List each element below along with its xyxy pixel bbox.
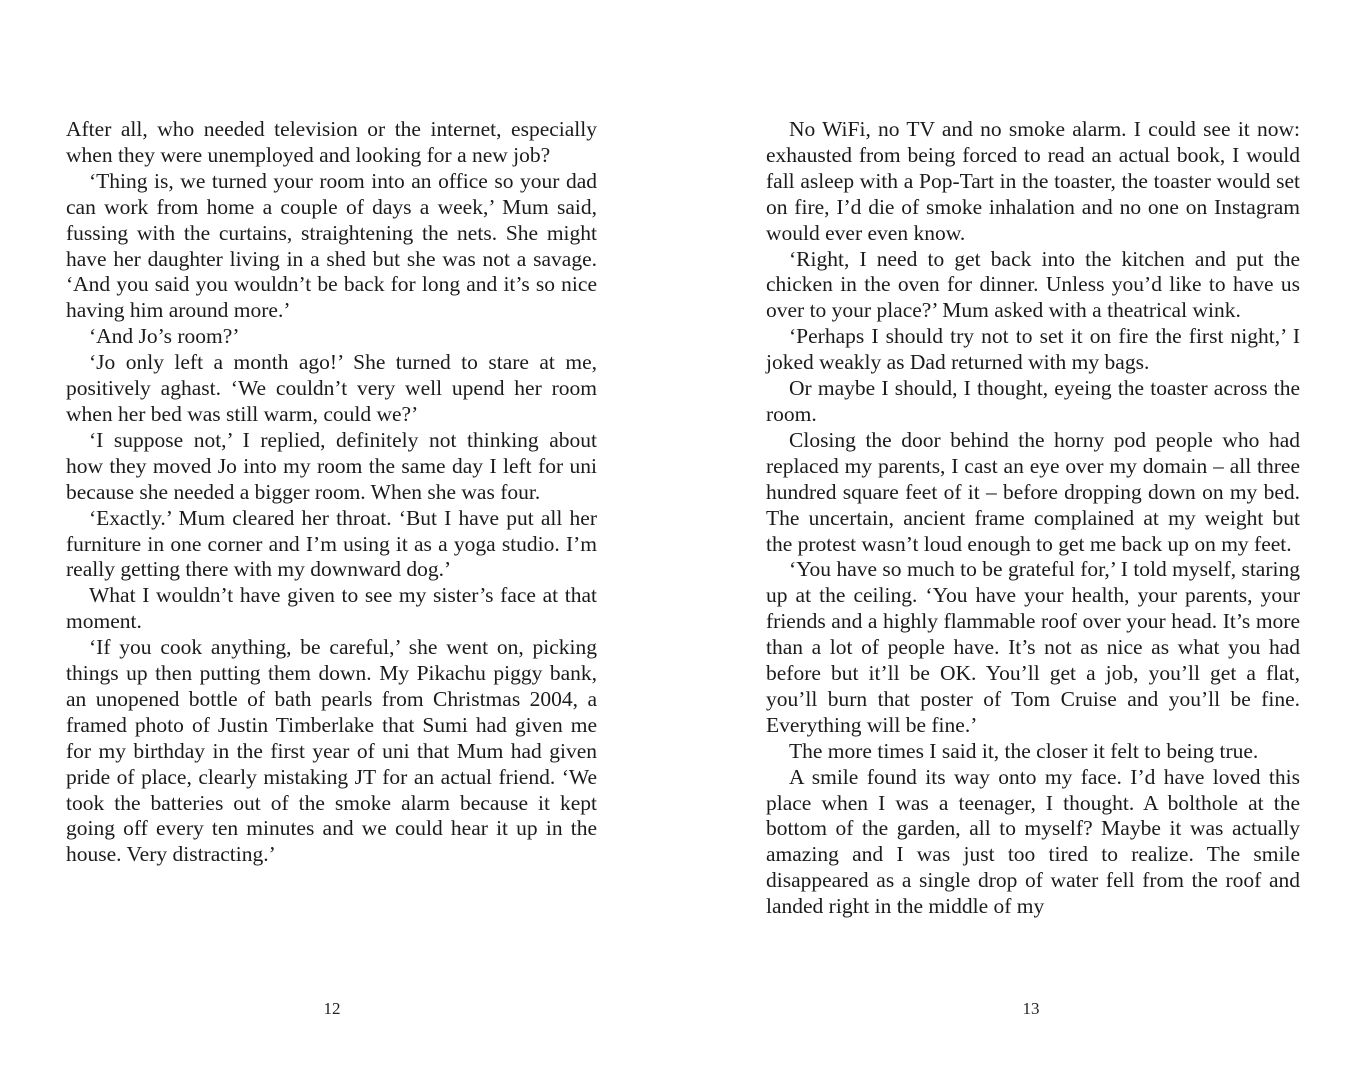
paragraph: ‘Exactly.’ Mum cleared her throat. ‘But I have put all her furniture in one corner and I’m using it as a yoga studio. I’m really getting there with my downward dog.’: [66, 505, 597, 582]
paragraph: Closing the door behind the horny pod people who had replaced my parents, I cast an eye over my domain – all three hundred square feet of it – before dropping down on my bed. The uncertain, ancient frame complained at my weight but the protest wasn’t loud enough to get me back up on my feet.: [766, 427, 1300, 556]
paragraph: ‘And Jo’s room?’: [89, 324, 240, 349]
page-number-left: 12: [323, 999, 341, 1018]
paragraph: What I wouldn’t have given to see my sister’s face at that moment.: [66, 583, 597, 634]
paragraph: ‘You have so much to be grateful for,’ I told myself, staring up at the ceiling. ‘You have your health, your parents, your friends and a highly flammable roof over your head. It’s more than a lot of people have. It’s not as nice as what you had before but it’ll be OK. You’ll get a job, you’ll get a flat, you’ll burn that poster of Tom Cruise and you’ll be fine. Everything will be fine.’: [766, 557, 1300, 737]
right-page-text: [766, 117, 1300, 920]
paragraph: After all, who needed television or the internet, especially when they were unemployed and looking for a new job?: [66, 117, 597, 167]
paragraph: ‘Thing is, we turned your room into an office so your dad can work from home a couple of days a week,’ Mum said, fussing with the curtains, straightening the nets. She might have her daughter living in a shed but she was not a savage. ‘And you said you wouldn’t be back for long and it’s so nice having him around more.’: [66, 168, 597, 323]
paragraph: No WiFi, no TV and no smoke alarm. I could see it now: exhausted from being forced to read an actual book, I would fall asleep with a Pop-Tart in the toaster, the toaster would set on fire, I’d die of smoke inhalation and no one on Instagram would ever even know.: [766, 117, 1300, 245]
paragraph: A smile found its way onto my face. I’d have loved this place when I was a teenager, I thought. A bolthole at the bottom of the garden, all to myself? Maybe it was actually amazing and I was just too tired to realize. The smile disappeared as a single drop of water fell from the roof and landed right in the middle of my: [766, 764, 1300, 919]
paragraph: ‘Right, I need to get back into the kitchen and put the chicken in the oven for dinner. Unless you’d like to have us over to your place?’ Mum asked with a theatrical wink.: [766, 246, 1300, 323]
paragraph: ‘If you cook anything, be careful,’ she went on, picking things up then putting them down. My Pikachu piggy bank, an unopened bottle of bath pearls from Christmas 2004, a framed photo of Justin Timberlake that Sumi had given me for my birthday in the first year of uni that Mum had given pride of place, clearly mistaking JT for an actual friend. ‘We took the batteries out of the smoke alarm because it kept going off every ten minutes and we could hear it up in the house. Very distracting.’: [66, 635, 597, 867]
paragraph: ‘Perhaps I should try not to set it on fire the first night,’ I joked weakly as Dad returned with my bags.: [766, 324, 1300, 375]
page-number-right: 13: [1022, 999, 1040, 1018]
paragraph: ‘I suppose not,’ I replied, definitely not thinking about how they moved Jo into my room the same day I left for uni because she needed a bigger room. When she was four.: [66, 427, 597, 504]
paragraph: ‘Jo only left a month ago!’ She turned to stare at me, positively aghast. ‘We couldn’t very well upend her room when her bed was still warm, could we?’: [66, 350, 597, 426]
paragraph: The more times I said it, the closer it felt to being true.: [789, 738, 1259, 763]
paragraph: Or maybe I should, I thought, eyeing the toaster across the room.: [766, 376, 1300, 426]
left-page-text: [66, 117, 597, 868]
